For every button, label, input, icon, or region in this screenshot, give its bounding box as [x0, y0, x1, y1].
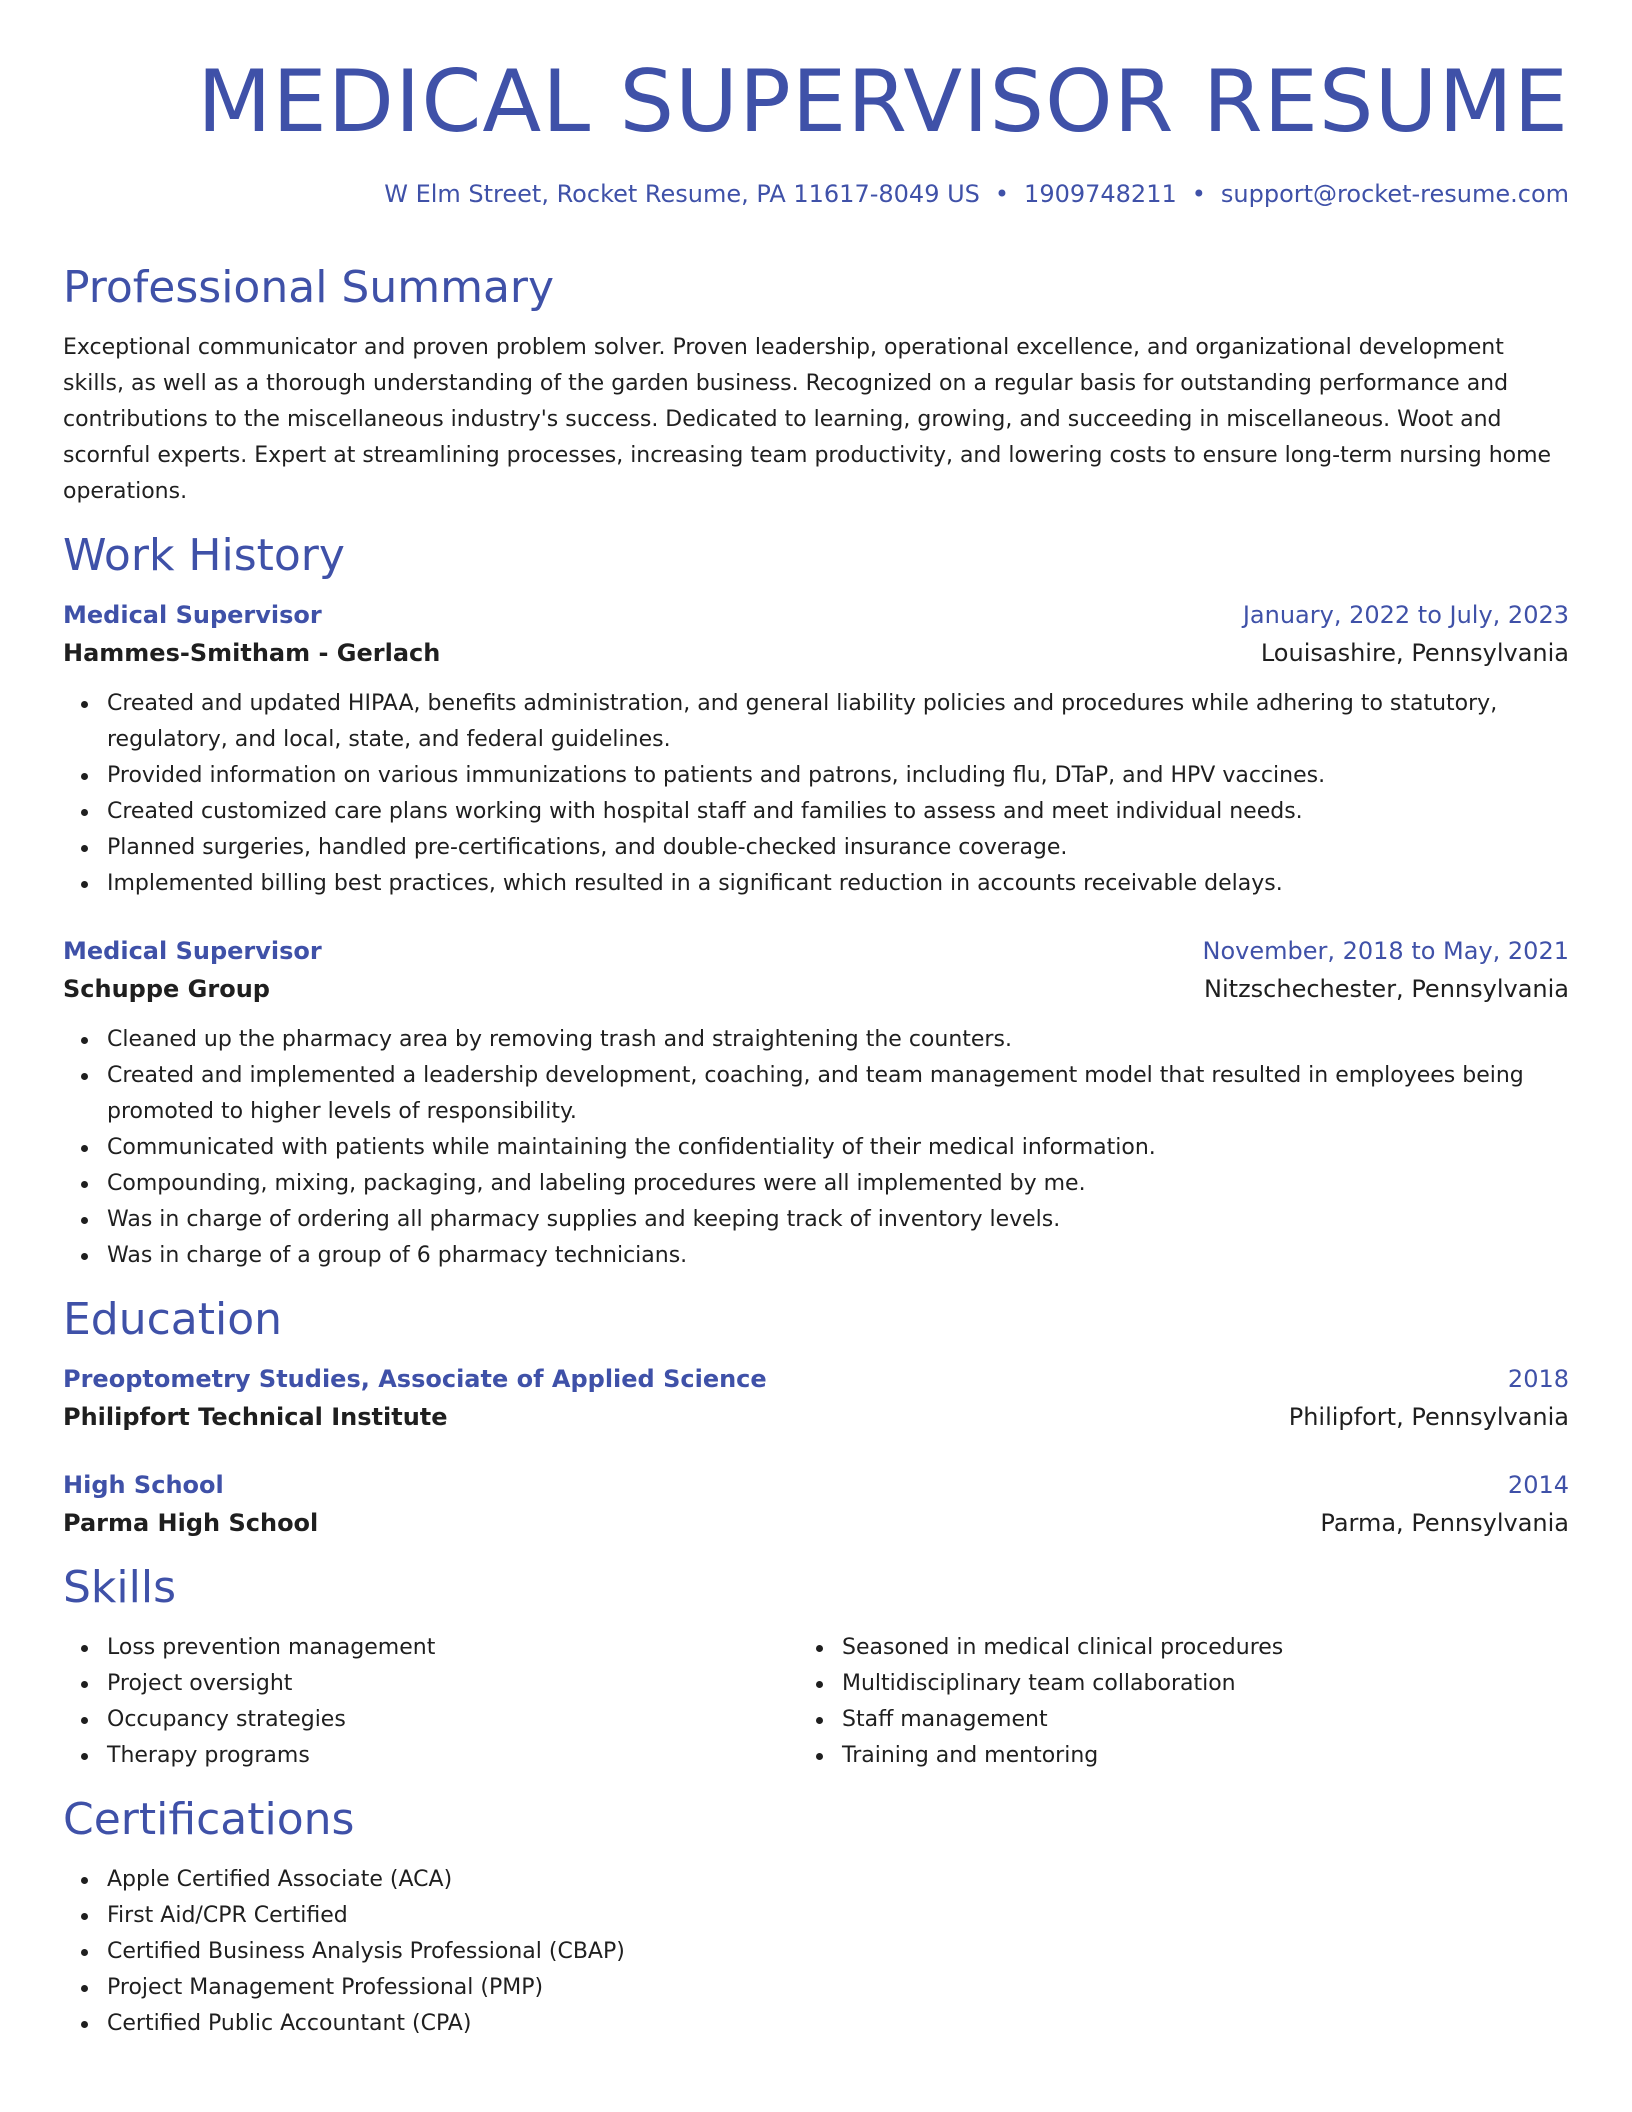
education-entry: [63, 1466, 1569, 1542]
job-entry: [63, 932, 1569, 1274]
job-bullet: Provided information on various immunizations to patients and patrons, including flu, DTaP, and HPV vaccines.: [107, 758, 1569, 794]
certification-item: Project Management Professional (PMP): [107, 1970, 1569, 2006]
job-bullet: Was in charge of a group of 6 pharmacy technicians.: [107, 1238, 1569, 1274]
education-header-row: [63, 1360, 1569, 1398]
job-bullet: Created customized care plans working with hospital staff and families to assess and meet individual needs.: [107, 794, 1569, 830]
job-company: Schuppe Group: [63, 975, 270, 1003]
education-location: Philipfort, Pennsylvania: [1288, 1403, 1569, 1431]
resume-title: MEDICAL SUPERVISOR RESUME: [197, 52, 1569, 152]
skills-list: [798, 1630, 1533, 1774]
education-entry: [63, 1360, 1569, 1436]
certification-item: Certified Public Accountant (CPA): [107, 2006, 1569, 2042]
job-header-row: [63, 932, 1569, 970]
skills-column-right: [798, 1630, 1533, 1774]
job-location: Louisashire, Pennsylvania: [1260, 639, 1569, 667]
certification-item: First Aid/CPR Certified: [107, 1898, 1569, 1934]
job-entry: [63, 596, 1569, 902]
skill-item: Therapy programs: [107, 1738, 798, 1774]
job-title: Medical Supervisor: [63, 601, 322, 629]
education-school-row: [63, 1398, 1569, 1436]
education-location: Parma, Pennsylvania: [1320, 1509, 1569, 1537]
job-bullet: Was in charge of ordering all pharmacy supplies and keeping track of inventory levels.: [107, 1202, 1569, 1238]
summary-section: [63, 260, 1569, 510]
skills-section: [63, 1560, 1569, 1774]
job-bullet: Created and implemented a leadership development, coaching, and team management model that resulted in employees being promoted to higher levels of responsibility.: [107, 1058, 1569, 1130]
contact-separator: •: [1191, 180, 1206, 208]
contact-address: W Elm Street, Rocket Resume, PA 11617-8049 US: [384, 180, 980, 208]
job-title: Medical Supervisor: [63, 937, 322, 965]
job-header-row: [63, 596, 1569, 634]
work-history-heading: Work History: [63, 530, 345, 581]
education-year: 2014: [1507, 1471, 1569, 1499]
job-bullet: Communicated with patients while maintaining the confidentiality of their medical information.: [107, 1130, 1569, 1166]
job-bullets: [63, 686, 1569, 902]
work-history-section: [63, 528, 1569, 1274]
education-header-row: [63, 1466, 1569, 1504]
education-degree: High School: [63, 1471, 224, 1499]
education-school-row: [63, 1504, 1569, 1542]
job-bullet: Created and updated HIPAA, benefits administration, and general liability policies and procedures while adhering to statutory, regulatory, and local, state, and federal guidelines.: [107, 686, 1569, 758]
job-bullet: Compounding, mixing, packaging, and labeling procedures were all implemented by me.: [107, 1166, 1569, 1202]
skills-heading: Skills: [63, 1562, 177, 1613]
skill-item: Seasoned in medical clinical procedures: [842, 1630, 1533, 1666]
job-bullet: Planned surgeries, handled pre-certifications, and double-checked insurance coverage.: [107, 830, 1569, 866]
job-location: Nitzschechester, Pennsylvania: [1204, 975, 1569, 1003]
skill-item: Staff management: [842, 1702, 1533, 1738]
contact-phone[interactable]: 1909748211: [1024, 180, 1177, 208]
skill-item: Project oversight: [107, 1666, 798, 1702]
skill-item: Loss prevention management: [107, 1630, 798, 1666]
job-bullet: Cleaned up the pharmacy area by removing trash and straightening the counters.: [107, 1022, 1569, 1058]
job-bullet: Implemented billing best practices, which resulted in a significant reduction in accounts receivable delays.: [107, 866, 1569, 902]
skill-item: Occupancy strategies: [107, 1702, 798, 1738]
job-company-row: [63, 634, 1569, 672]
education-heading: Education: [63, 1294, 283, 1345]
certifications-heading: Certifications: [63, 1794, 355, 1845]
education-section: [63, 1292, 1569, 1542]
summary-heading: Professional Summary: [63, 262, 555, 313]
skill-item: Training and mentoring: [842, 1738, 1533, 1774]
skills-column-left: [63, 1630, 798, 1774]
job-bullets: [63, 1022, 1569, 1274]
skills-list: [63, 1630, 798, 1774]
skill-item: Multidisciplinary team collaboration: [842, 1666, 1533, 1702]
job-company: Hammes-Smitham - Gerlach: [63, 639, 441, 667]
education-school: Parma High School: [63, 1509, 319, 1537]
certifications-list: [63, 1862, 1569, 2042]
job-dates: November, 2018 to May, 2021: [1202, 937, 1569, 965]
job-company-row: [63, 970, 1569, 1008]
education-school: Philipfort Technical Institute: [63, 1403, 448, 1431]
certification-item: Apple Certified Associate (ACA): [107, 1862, 1569, 1898]
education-degree: Preoptometry Studies, Associate of Applied Science: [63, 1365, 767, 1393]
summary-text: Exceptional communicator and proven problem solver. Proven leadership, operational excellence, and organizational development skills, as well as a thorough understanding of the garden business. Recognized on a regular basis for outstanding performance and contributions to the miscellaneous industry's success. Dedicated to learning, growing, and succeeding in miscellaneous. Woot and scornful experts. Expert at streamlining processes, increasing team productivity, and lowering costs to ensure long-term nursing home operations.: [63, 335, 1552, 504]
certifications-section: [63, 1792, 1569, 2042]
job-dates: January, 2022 to July, 2023: [1242, 601, 1569, 629]
contact-email[interactable]: support@rocket-resume.com: [1220, 180, 1569, 208]
contact-line: [63, 178, 1569, 210]
certification-item: Certified Business Analysis Professional (CBAP): [107, 1934, 1569, 1970]
education-year: 2018: [1507, 1365, 1569, 1393]
skills-grid: [63, 1630, 1569, 1774]
contact-separator: •: [994, 180, 1010, 208]
